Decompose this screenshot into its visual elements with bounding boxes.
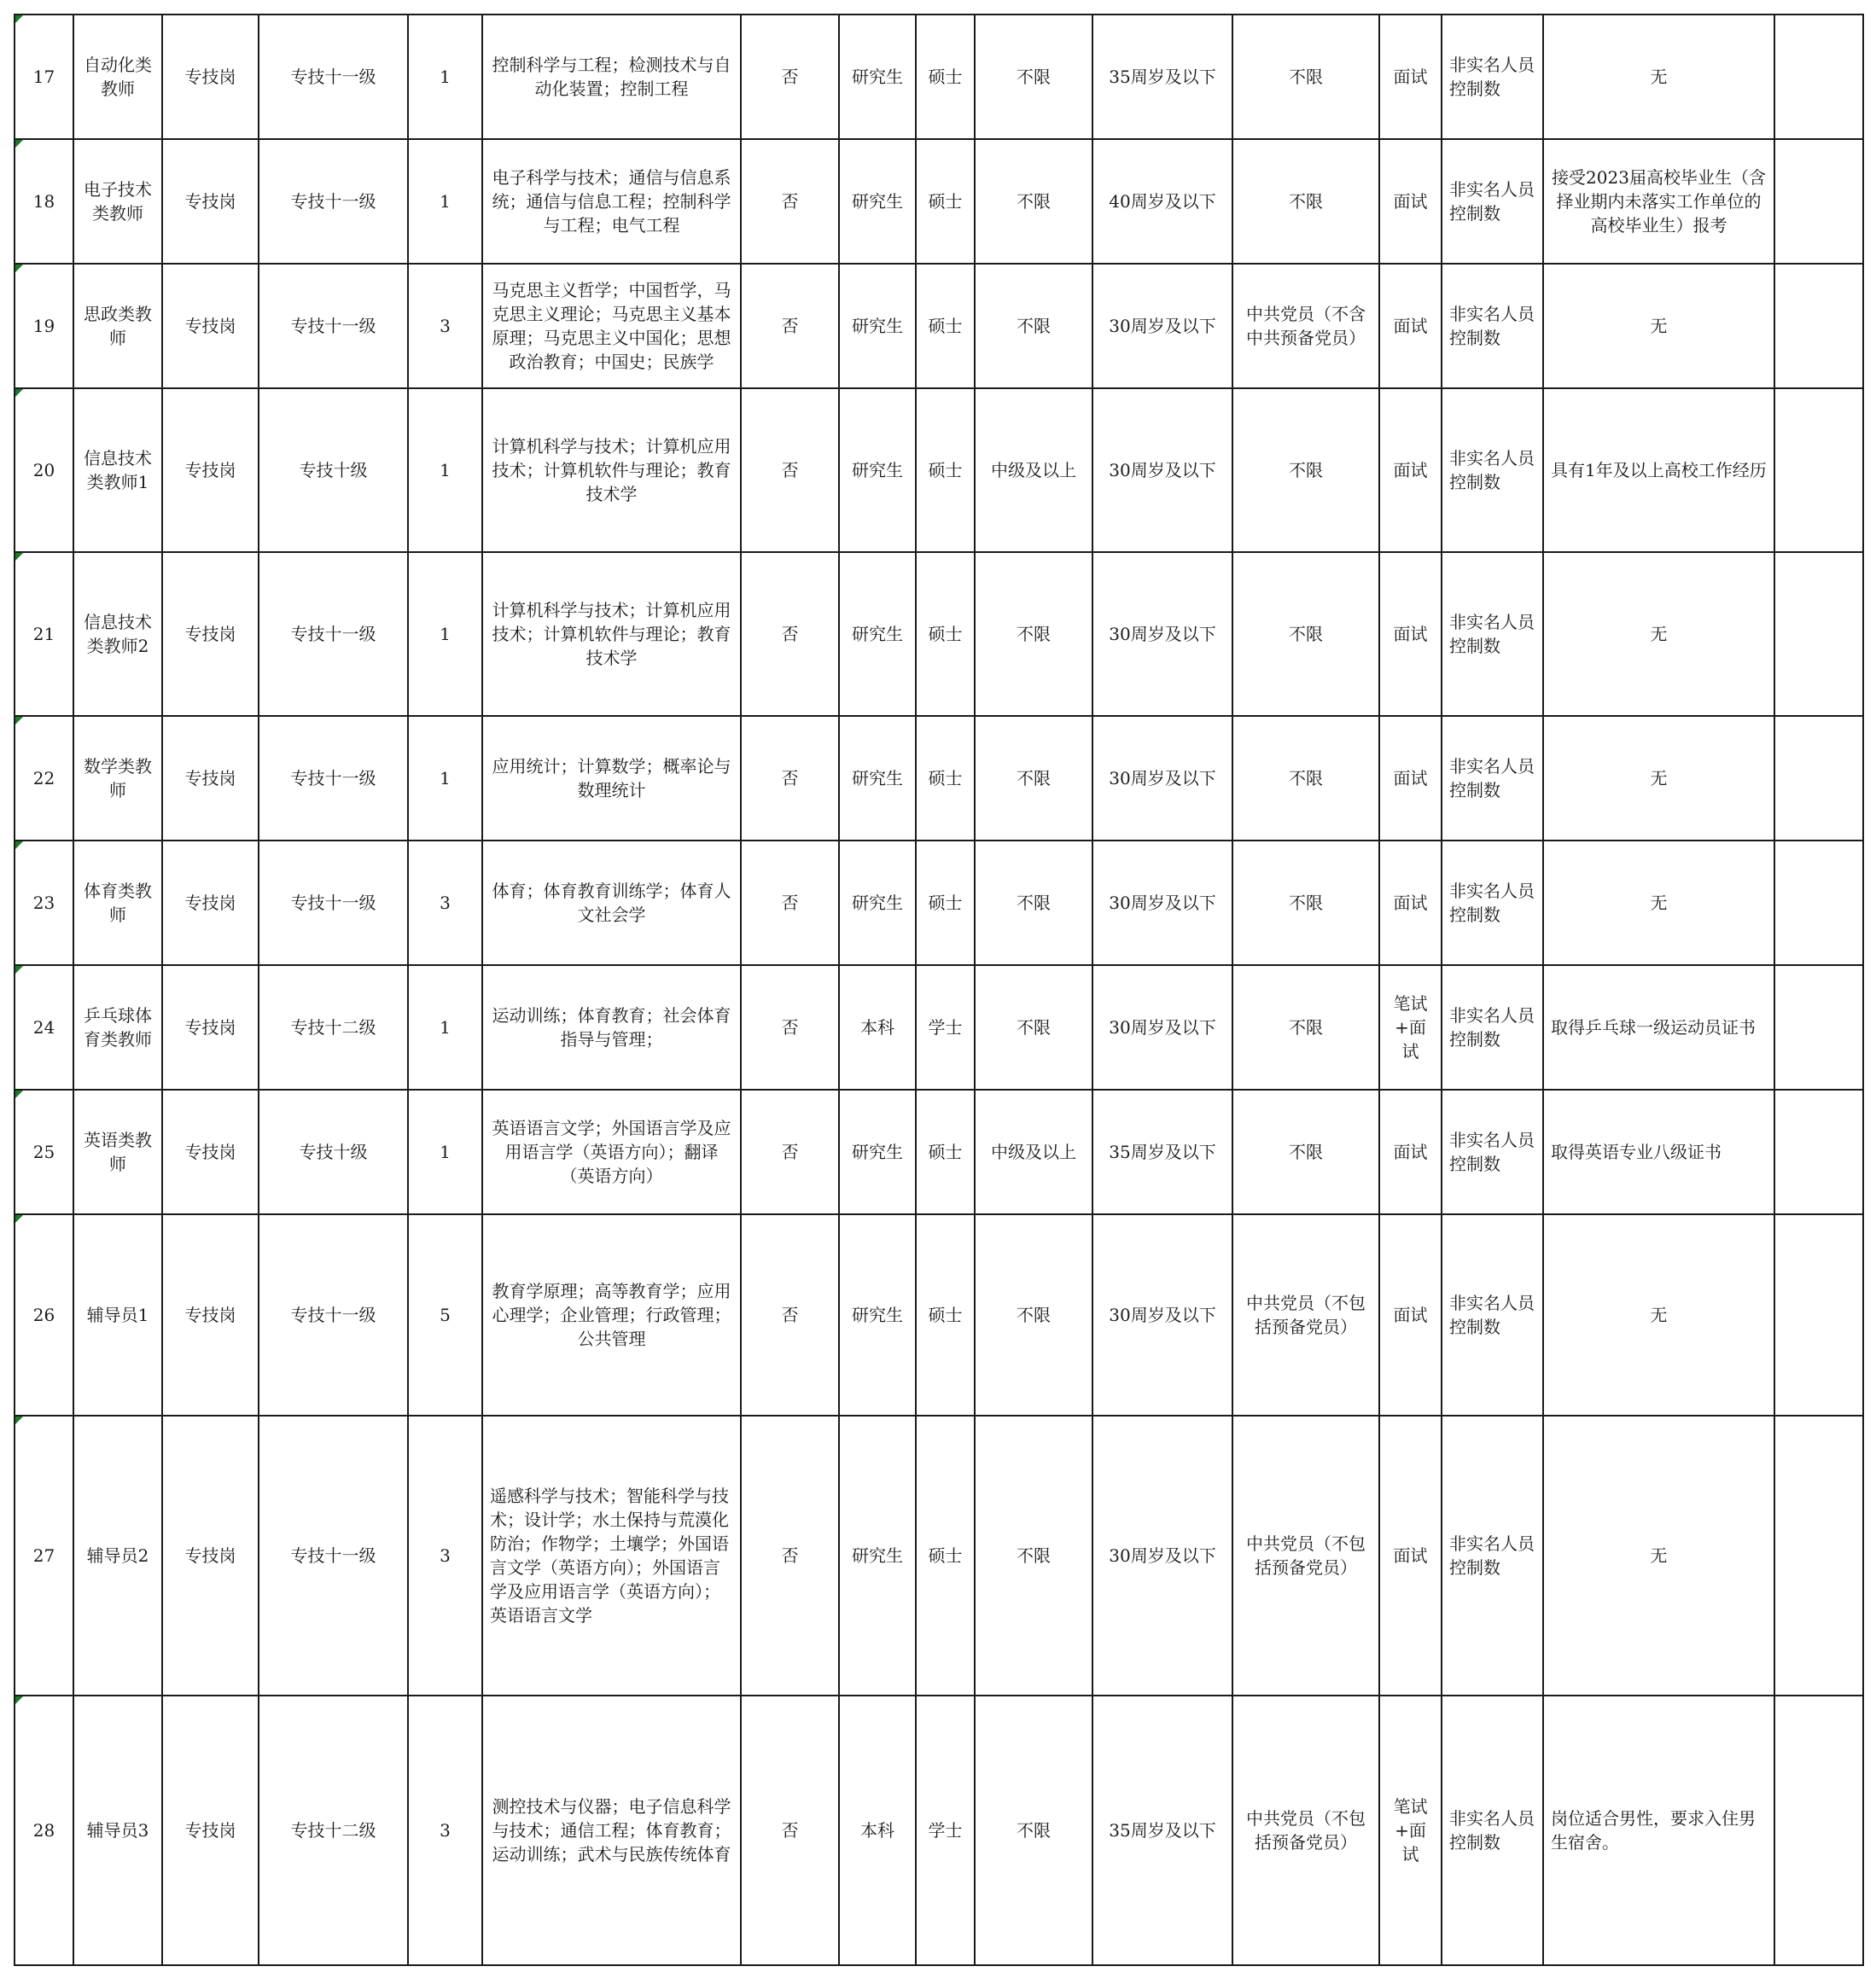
major-requirement: 应用统计；计算数学；概率论与数理统计 (482, 716, 741, 841)
education-requirement: 本科 (839, 1696, 916, 1965)
political-requirement: 不限 (1232, 1090, 1379, 1214)
major-requirement: 运动训练；体育教育；社会体育指导与管理； (482, 965, 741, 1090)
table-row (15, 388, 1863, 552)
position-name: 辅导员3 (73, 1696, 162, 1965)
hire-count: 3 (408, 841, 482, 965)
flag-cell: 否 (741, 1214, 839, 1416)
cell-corner-marker (15, 1417, 23, 1424)
position-level: 专技十一级 (259, 1214, 408, 1416)
other-requirement: 接受2023届高校毕业生（含择业期内未落实工作单位的高校毕业生）报考 (1543, 139, 1774, 264)
age-requirement: 35周岁及以下 (1092, 1090, 1232, 1214)
position-type: 专技岗 (162, 1214, 259, 1416)
note-cell (1774, 1090, 1863, 1214)
major-requirement: 计算机科学与技术；计算机应用技术；计算机软件与理论；教育技术学 (482, 552, 741, 716)
position-level: 专技十级 (259, 1090, 408, 1214)
exam-method: 笔试+面试 (1379, 1696, 1442, 1965)
staffing-quota: 非实名人员控制数 (1442, 264, 1543, 388)
hire-count: 1 (408, 15, 482, 139)
flag-cell: 否 (741, 716, 839, 841)
major-requirement: 教育学原理；高等教育学；应用心理学；企业管理；行政管理；公共管理 (482, 1214, 741, 1416)
major-requirement: 计算机科学与技术；计算机应用技术；计算机软件与理论；教育技术学 (482, 388, 741, 552)
row-number: 25 (15, 1090, 73, 1214)
education-requirement: 研究生 (839, 388, 916, 552)
political-requirement: 中共党员（不包括预备党员） (1232, 1696, 1379, 1965)
cell-corner-marker (15, 841, 23, 849)
table-row (15, 1214, 1863, 1416)
position-name: 乒乓球体育类教师 (73, 965, 162, 1090)
position-level: 专技十一级 (259, 15, 408, 139)
position-type: 专技岗 (162, 716, 259, 841)
other-requirement: 无 (1543, 15, 1774, 139)
age-requirement: 35周岁及以下 (1092, 1696, 1232, 1965)
note-cell (1774, 841, 1863, 965)
political-requirement: 中共党员（不包括预备党员） (1232, 1416, 1379, 1696)
other-requirement: 无 (1543, 716, 1774, 841)
hire-count: 5 (408, 1214, 482, 1416)
position-name: 信息技术类教师1 (73, 388, 162, 552)
row-number: 22 (15, 716, 73, 841)
other-requirement: 无 (1543, 841, 1774, 965)
note-cell (1774, 388, 1863, 552)
political-requirement: 不限 (1232, 552, 1379, 716)
position-type: 专技岗 (162, 388, 259, 552)
other-requirement: 岗位适合男性，要求入住男生宿舍。 (1543, 1696, 1774, 1965)
cell-corner-marker (15, 717, 23, 724)
position-name: 辅导员2 (73, 1416, 162, 1696)
staffing-quota: 非实名人员控制数 (1442, 552, 1543, 716)
age-requirement: 40周岁及以下 (1092, 139, 1232, 264)
education-requirement: 研究生 (839, 139, 916, 264)
degree-requirement: 硕士 (916, 1090, 975, 1214)
exam-method: 笔试+面试 (1379, 965, 1442, 1090)
other-requirement: 具有1年及以上高校工作经历 (1543, 388, 1774, 552)
exam-method: 面试 (1379, 388, 1442, 552)
position-level: 专技十二级 (259, 965, 408, 1090)
row-number: 26 (15, 1214, 73, 1416)
position-name: 电子技术类教师 (73, 139, 162, 264)
staffing-quota: 非实名人员控制数 (1442, 1696, 1543, 1965)
age-requirement: 30周岁及以下 (1092, 388, 1232, 552)
flag-cell: 否 (741, 139, 839, 264)
row-number: 23 (15, 841, 73, 965)
position-level: 专技十一级 (259, 716, 408, 841)
other-requirement: 无 (1543, 552, 1774, 716)
title-requirement: 中级及以上 (975, 1090, 1092, 1214)
table-row (15, 965, 1863, 1090)
row-number: 24 (15, 965, 73, 1090)
table-row (15, 1696, 1863, 1965)
position-level: 专技十一级 (259, 139, 408, 264)
hire-count: 1 (408, 965, 482, 1090)
position-level: 专技十级 (259, 388, 408, 552)
position-type: 专技岗 (162, 1696, 259, 1965)
position-type: 专技岗 (162, 841, 259, 965)
position-name: 思政类教师 (73, 264, 162, 388)
title-requirement: 不限 (975, 716, 1092, 841)
cell-corner-marker (15, 15, 23, 23)
position-level: 专技十一级 (259, 841, 408, 965)
other-requirement: 取得英语专业八级证书 (1543, 1090, 1774, 1214)
education-requirement: 研究生 (839, 1090, 916, 1214)
row-number: 19 (15, 264, 73, 388)
major-requirement: 马克思主义哲学；中国哲学，马克思主义理论；马克思主义基本原理；马克思主义中国化；思想政治教育；中国史；民族学 (482, 264, 741, 388)
degree-requirement: 硕士 (916, 552, 975, 716)
position-name: 数学类教师 (73, 716, 162, 841)
title-requirement: 不限 (975, 264, 1092, 388)
other-requirement: 无 (1543, 1416, 1774, 1696)
table-row (15, 841, 1863, 965)
exam-method: 面试 (1379, 264, 1442, 388)
cell-corner-marker (15, 966, 23, 974)
table-row (15, 15, 1863, 139)
political-requirement: 不限 (1232, 388, 1379, 552)
cell-corner-marker (15, 1696, 23, 1704)
title-requirement: 不限 (975, 15, 1092, 139)
row-number: 20 (15, 388, 73, 552)
hire-count: 3 (408, 1416, 482, 1696)
position-name: 信息技术类教师2 (73, 552, 162, 716)
note-cell (1774, 716, 1863, 841)
major-requirement: 电子科学与技术；通信与信息系统；通信与信息工程；控制科学与工程；电气工程 (482, 139, 741, 264)
age-requirement: 30周岁及以下 (1092, 264, 1232, 388)
other-requirement: 取得乒乓球一级运动员证书 (1543, 965, 1774, 1090)
note-cell (1774, 1214, 1863, 1416)
exam-method: 面试 (1379, 716, 1442, 841)
age-requirement: 30周岁及以下 (1092, 1416, 1232, 1696)
staffing-quota: 非实名人员控制数 (1442, 388, 1543, 552)
hire-count: 3 (408, 264, 482, 388)
degree-requirement: 学士 (916, 1696, 975, 1965)
degree-requirement: 学士 (916, 965, 975, 1090)
degree-requirement: 硕士 (916, 139, 975, 264)
cell-corner-marker (15, 553, 23, 561)
political-requirement: 不限 (1232, 965, 1379, 1090)
row-number: 18 (15, 139, 73, 264)
degree-requirement: 硕士 (916, 264, 975, 388)
flag-cell: 否 (741, 1696, 839, 1965)
position-type: 专技岗 (162, 1416, 259, 1696)
education-requirement: 研究生 (839, 1416, 916, 1696)
hire-count: 1 (408, 552, 482, 716)
major-requirement: 遥感科学与技术；智能科学与技术；设计学；水土保持与荒漠化防治；作物学；土壤学；外国语言文学（英语方向）；外国语言学及应用语言学（英语方向）；英语语言文学 (482, 1416, 741, 1696)
position-type: 专技岗 (162, 139, 259, 264)
flag-cell: 否 (741, 552, 839, 716)
table-row (15, 264, 1863, 388)
degree-requirement: 硕士 (916, 1416, 975, 1696)
education-requirement: 本科 (839, 965, 916, 1090)
recruitment-table (14, 14, 1864, 1966)
age-requirement: 35周岁及以下 (1092, 15, 1232, 139)
age-requirement: 30周岁及以下 (1092, 552, 1232, 716)
position-level: 专技十一级 (259, 1416, 408, 1696)
cell-corner-marker (15, 265, 23, 272)
flag-cell: 否 (741, 841, 839, 965)
note-cell (1774, 264, 1863, 388)
education-requirement: 研究生 (839, 552, 916, 716)
education-requirement: 研究生 (839, 1214, 916, 1416)
position-name: 辅导员1 (73, 1214, 162, 1416)
staffing-quota: 非实名人员控制数 (1442, 139, 1543, 264)
table-row (15, 552, 1863, 716)
flag-cell: 否 (741, 388, 839, 552)
hire-count: 1 (408, 716, 482, 841)
position-level: 专技十二级 (259, 1696, 408, 1965)
political-requirement: 中共党员（不包括预备党员） (1232, 1214, 1379, 1416)
position-type: 专技岗 (162, 1090, 259, 1214)
title-requirement: 中级及以上 (975, 388, 1092, 552)
hire-count: 1 (408, 139, 482, 264)
major-requirement: 控制科学与工程；检测技术与自动化装置；控制工程 (482, 15, 741, 139)
exam-method: 面试 (1379, 15, 1442, 139)
hire-count: 3 (408, 1696, 482, 1965)
staffing-quota: 非实名人员控制数 (1442, 1214, 1543, 1416)
staffing-quota: 非实名人员控制数 (1442, 965, 1543, 1090)
major-requirement: 英语语言文学；外国语言学及应用语言学（英语方向）；翻译（英语方向） (482, 1090, 741, 1214)
degree-requirement: 硕士 (916, 841, 975, 965)
position-type: 专技岗 (162, 264, 259, 388)
row-number: 27 (15, 1416, 73, 1696)
exam-method: 面试 (1379, 1416, 1442, 1696)
age-requirement: 30周岁及以下 (1092, 716, 1232, 841)
recruitment-table-sheet (14, 14, 1864, 1966)
table-row (15, 716, 1863, 841)
flag-cell: 否 (741, 15, 839, 139)
row-number: 28 (15, 1696, 73, 1965)
row-number: 17 (15, 15, 73, 139)
other-requirement: 无 (1543, 1214, 1774, 1416)
note-cell (1774, 15, 1863, 139)
flag-cell: 否 (741, 965, 839, 1090)
education-requirement: 研究生 (839, 716, 916, 841)
note-cell (1774, 1416, 1863, 1696)
political-requirement: 中共党员（不含中共预备党员） (1232, 264, 1379, 388)
education-requirement: 研究生 (839, 264, 916, 388)
exam-method: 面试 (1379, 841, 1442, 965)
major-requirement: 体育；体育教育训练学；体育人文社会学 (482, 841, 741, 965)
title-requirement: 不限 (975, 1416, 1092, 1696)
position-type: 专技岗 (162, 15, 259, 139)
table-row (15, 1090, 1863, 1214)
cell-corner-marker (15, 1215, 23, 1223)
flag-cell: 否 (741, 1416, 839, 1696)
position-type: 专技岗 (162, 552, 259, 716)
exam-method: 面试 (1379, 139, 1442, 264)
staffing-quota: 非实名人员控制数 (1442, 716, 1543, 841)
cell-corner-marker (15, 389, 23, 397)
staffing-quota: 非实名人员控制数 (1442, 841, 1543, 965)
title-requirement: 不限 (975, 1214, 1092, 1416)
row-number: 21 (15, 552, 73, 716)
title-requirement: 不限 (975, 552, 1092, 716)
note-cell (1774, 1696, 1863, 1965)
position-type: 专技岗 (162, 965, 259, 1090)
exam-method: 面试 (1379, 552, 1442, 716)
note-cell (1774, 965, 1863, 1090)
political-requirement: 不限 (1232, 841, 1379, 965)
political-requirement: 不限 (1232, 15, 1379, 139)
note-cell (1774, 552, 1863, 716)
staffing-quota: 非实名人员控制数 (1442, 15, 1543, 139)
other-requirement: 无 (1543, 264, 1774, 388)
age-requirement: 30周岁及以下 (1092, 841, 1232, 965)
degree-requirement: 硕士 (916, 1214, 975, 1416)
title-requirement: 不限 (975, 1696, 1092, 1965)
political-requirement: 不限 (1232, 139, 1379, 264)
hire-count: 1 (408, 1090, 482, 1214)
exam-method: 面试 (1379, 1090, 1442, 1214)
position-name: 体育类教师 (73, 841, 162, 965)
exam-method: 面试 (1379, 1214, 1442, 1416)
position-level: 专技十一级 (259, 552, 408, 716)
position-name: 自动化类教师 (73, 15, 162, 139)
hire-count: 1 (408, 388, 482, 552)
staffing-quota: 非实名人员控制数 (1442, 1416, 1543, 1696)
note-cell (1774, 139, 1863, 264)
degree-requirement: 硕士 (916, 716, 975, 841)
flag-cell: 否 (741, 1090, 839, 1214)
education-requirement: 研究生 (839, 15, 916, 139)
flag-cell: 否 (741, 264, 839, 388)
age-requirement: 30周岁及以下 (1092, 1214, 1232, 1416)
major-requirement: 测控技术与仪器；电子信息科学与技术；通信工程；体育教育；运动训练；武术与民族传统体育 (482, 1696, 741, 1965)
degree-requirement: 硕士 (916, 15, 975, 139)
title-requirement: 不限 (975, 139, 1092, 264)
staffing-quota: 非实名人员控制数 (1442, 1090, 1543, 1214)
political-requirement: 不限 (1232, 716, 1379, 841)
cell-corner-marker (15, 140, 23, 148)
title-requirement: 不限 (975, 841, 1092, 965)
table-row (15, 139, 1863, 264)
table-row (15, 1416, 1863, 1696)
age-requirement: 30周岁及以下 (1092, 965, 1232, 1090)
degree-requirement: 硕士 (916, 388, 975, 552)
title-requirement: 不限 (975, 965, 1092, 1090)
education-requirement: 研究生 (839, 841, 916, 965)
position-level: 专技十一级 (259, 264, 408, 388)
cell-corner-marker (15, 1091, 23, 1098)
position-name: 英语类教师 (73, 1090, 162, 1214)
